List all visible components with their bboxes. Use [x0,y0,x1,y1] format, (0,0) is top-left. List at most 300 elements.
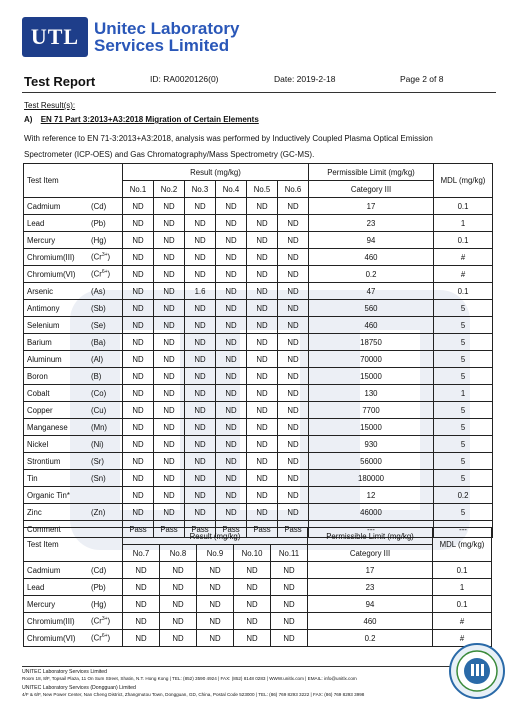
test-item-symbol: (Sn) [88,470,123,487]
table-header-category: Category III [309,181,434,198]
table-row [24,579,492,596]
table-row [24,249,493,266]
result-cell: ND [247,368,278,385]
result-cell: ND [271,579,308,596]
result-cell: ND [160,562,197,579]
result-cell: ND [216,334,247,351]
result-cell: ND [154,368,185,385]
result-cell: ND [185,266,216,283]
company-logo [22,17,88,57]
table-row [24,470,493,487]
result-cell: ND [185,215,216,232]
result-cell: ND [123,470,154,487]
result-cell: ND [185,351,216,368]
test-item-symbol: (Zn) [88,504,123,521]
mdl-cell: 5 [434,470,493,487]
permissible-limit-cell: 46000 [309,504,434,521]
result-cell: ND [154,351,185,368]
mdl-cell: 5 [434,402,493,419]
table-row [24,436,493,453]
result-cell: 1.6 [185,283,216,300]
mdl-cell: 1 [433,579,492,596]
result-cell: ND [185,198,216,215]
permissible-limit-cell: 560 [309,300,434,317]
result-cell: ND [247,249,278,266]
test-item-symbol: (Cd) [88,198,123,215]
result-cell: ND [247,385,278,402]
result-column-header: No.6 [278,181,309,198]
result-cell: ND [123,300,154,317]
result-cell: ND [278,487,309,504]
mdl-cell: 0.1 [434,232,493,249]
test-item-symbol: (Pb) [88,215,123,232]
result-cell: ND [185,436,216,453]
result-cell: ND [278,470,309,487]
table-row [24,613,492,630]
footer-divider [22,666,496,667]
result-cell: ND [123,283,154,300]
mdl-cell: --- [434,521,493,538]
logo-text: UTL [30,24,80,49]
result-cell: ND [278,436,309,453]
permissible-limit-cell: 17 [309,198,434,215]
permissible-limit-cell: 15000 [309,368,434,385]
result-cell: ND [278,504,309,521]
test-item-name: Chromium(III) [24,249,89,266]
permissible-limit-cell: 460 [309,317,434,334]
test-item-symbol: (Se) [88,317,123,334]
permissible-limit-cell: 94 [308,596,433,613]
result-cell: ND [154,317,185,334]
test-item-name: Cadmium [24,562,89,579]
company-name-line1: Unitec Laboratory [94,19,240,38]
test-item-symbol: $(Cr^{3+})$ [88,249,123,266]
table-row [24,368,493,385]
result-cell: ND [123,334,154,351]
test-item-symbol: $(Cr^{3+})$ [88,613,123,630]
result-cell: ND [278,232,309,249]
result-cell: ND [160,613,197,630]
table-row [24,334,493,351]
table-row [24,283,493,300]
result-cell: ND [154,249,185,266]
permissible-limit-cell: 7700 [309,402,434,419]
mdl-cell: 5 [434,300,493,317]
result-cell: ND [123,351,154,368]
test-item-symbol: (B) [88,368,123,385]
result-column-header: No.1 [123,181,154,198]
table-header-item: Test Item [24,528,123,562]
permissible-limit-cell: 0.2 [308,630,433,647]
result-cell: ND [154,504,185,521]
result-cell: ND [123,266,154,283]
result-cell: ND [197,596,234,613]
footer-company-dg: UNITEC Laboratory Services (Dongguan) Limited [22,685,136,691]
test-item-symbol: (Sr) [88,453,123,470]
table-row [24,266,493,283]
test-item-symbol: $(Cr^{6+})$ [88,630,123,647]
result-cell: ND [278,249,309,266]
result-cell: Pass [154,521,185,538]
result-cell: ND [247,300,278,317]
result-cell: ND [216,215,247,232]
mdl-cell: 1 [434,385,493,402]
result-cell: ND [247,402,278,419]
result-cell: ND [123,385,154,402]
result-cell: ND [216,300,247,317]
permissible-limit-cell: 47 [309,283,434,300]
result-cell: ND [185,419,216,436]
test-item-symbol: (Al) [88,351,123,368]
result-cell: ND [247,215,278,232]
result-cell: ND [234,613,271,630]
section-letter: A) [24,115,33,124]
mdl-cell: 5 [434,436,493,453]
test-item-name: Comment [24,521,89,538]
test-item-symbol [88,487,123,504]
result-cell: ND [185,300,216,317]
permissible-limit-cell: 180000 [309,470,434,487]
result-cell: ND [247,317,278,334]
results-table-1 [23,163,493,538]
result-cell: ND [185,317,216,334]
result-cell: ND [123,453,154,470]
result-cell: ND [185,334,216,351]
result-cell: ND [185,453,216,470]
permissible-limit-cell: 460 [309,249,434,266]
result-cell: ND [247,283,278,300]
permissible-limit-cell: 130 [309,385,434,402]
result-cell: ND [278,334,309,351]
result-cell: ND [154,283,185,300]
result-cell: ND [234,579,271,596]
table-header-result: Result (mg/kg) [123,164,309,181]
result-cell: ND [247,334,278,351]
mdl-cell: # [434,266,493,283]
result-cell: ND [154,436,185,453]
test-item-name: Organic Tin* [24,487,89,504]
result-cell: ND [216,419,247,436]
result-cell: ND [123,630,160,647]
method-para-line1: With reference to EN 71-3:2013+A3:2018, analysis was performed by Inductively Coupled Plasma Optical Emission [24,134,433,143]
result-cell: ND [278,300,309,317]
result-cell: ND [278,317,309,334]
result-cell: ND [271,630,308,647]
result-column-header: No.8 [160,545,197,562]
result-cell: ND [185,249,216,266]
result-cell: ND [247,351,278,368]
table-row [24,487,493,504]
table-header-perm: Permissible Limit (mg/kg) [308,528,433,545]
result-cell: ND [197,579,234,596]
permissible-limit-cell: --- [309,521,434,538]
permissible-limit-cell: 12 [309,487,434,504]
table-header-mdl: MDL (mg/kg) [433,528,492,562]
result-cell: ND [123,487,154,504]
result-cell: ND [247,436,278,453]
result-cell: ND [123,613,160,630]
test-item-name: Arsenic [24,283,89,300]
mdl-cell: 5 [434,504,493,521]
result-cell: ND [216,232,247,249]
result-cell: ND [197,613,234,630]
table-row [24,215,493,232]
result-cell: ND [123,249,154,266]
result-cell: ND [160,596,197,613]
test-item-name: Chromium(VI) [24,630,89,647]
result-cell: ND [123,419,154,436]
table-row [24,562,492,579]
test-item-symbol: (Pb) [88,579,123,596]
result-cell: ND [123,198,154,215]
table-row [24,504,493,521]
result-cell: ND [278,283,309,300]
table-row [24,317,493,334]
result-cell: ND [247,419,278,436]
result-cell: ND [154,300,185,317]
result-cell: ND [247,504,278,521]
table-row [24,351,493,368]
report-id: ID: RA0020126(0) [150,74,219,84]
result-cell: ND [216,266,247,283]
permissible-limit-cell: 930 [309,436,434,453]
result-cell: ND [123,232,154,249]
permissible-limit-cell: 460 [308,613,433,630]
mdl-cell: 5 [434,453,493,470]
result-cell: ND [154,334,185,351]
permissible-limit-cell: 15000 [309,419,434,436]
table-row [24,232,493,249]
table-row [24,300,493,317]
permissible-limit-cell: 17 [308,562,433,579]
table-row [24,419,493,436]
test-item-name: Copper [24,402,89,419]
result-cell: ND [234,596,271,613]
table-header-mdl: MDL (mg/kg) [434,164,493,198]
result-cell: Pass [216,521,247,538]
result-cell: ND [185,402,216,419]
result-cell: ND [234,562,271,579]
result-cell: ND [160,630,197,647]
table-header-category: Category III [308,545,433,562]
result-cell: ND [154,470,185,487]
result-cell: ND [154,419,185,436]
test-item-name: Mercury [24,232,89,249]
test-item-name: Cadmium [24,198,89,215]
method-para-line2: Spectrometer (ICP-OES) and Gas Chromatography/Mass Spectrometry (GC-MS). [24,150,315,159]
mdl-cell: 0.2 [434,487,493,504]
mdl-cell: 5 [434,317,493,334]
mdl-cell: 5 [434,334,493,351]
result-cell: ND [278,368,309,385]
mdl-cell: 0.1 [433,562,492,579]
result-cell: ND [278,266,309,283]
report-page: Page 2 of 8 [400,74,444,84]
result-column-header: No.3 [185,181,216,198]
result-cell: ND [247,453,278,470]
result-cell: ND [216,453,247,470]
result-cell: ND [216,504,247,521]
table-row [24,198,493,215]
table-header-result: Result (mg/kg) [123,528,308,545]
result-cell: ND [123,596,160,613]
result-cell: ND [216,487,247,504]
permissible-limit-cell: 94 [309,232,434,249]
result-cell: ND [123,562,160,579]
result-cell: Pass [185,521,216,538]
result-column-header: No.2 [154,181,185,198]
result-cell: ND [278,198,309,215]
test-item-name: Tin [24,470,89,487]
result-cell: ND [247,470,278,487]
mdl-cell: 1 [434,215,493,232]
table-header-item: Test Item [24,164,123,198]
result-cell: ND [185,470,216,487]
result-cell: ND [216,470,247,487]
result-cell: ND [271,562,308,579]
result-cell: ND [185,504,216,521]
result-cell: ND [185,368,216,385]
result-cell: Pass [278,521,309,538]
result-cell: ND [123,317,154,334]
permissible-limit-cell: 70000 [309,351,434,368]
table-header-perm: Permissible Limit (mg/kg) [309,164,434,181]
result-cell: ND [216,317,247,334]
test-item-name: Manganese [24,419,89,436]
permissible-limit-cell: 23 [308,579,433,596]
mdl-cell: 5 [434,368,493,385]
mdl-cell: 5 [434,351,493,368]
result-column-header: No.9 [197,545,234,562]
permissible-limit-cell: 0.2 [309,266,434,283]
result-cell: ND [278,402,309,419]
mdl-cell: # [434,249,493,266]
result-cell: ND [154,266,185,283]
test-item-name: Barium [24,334,89,351]
letterhead [22,16,239,58]
report-date: Date: 2019-2-18 [274,74,336,84]
report-title-row [24,74,494,89]
result-cell: ND [234,630,271,647]
test-item-symbol: (Cd) [88,562,123,579]
result-cell: ND [185,232,216,249]
result-cell: ND [123,402,154,419]
test-item-symbol: (As) [88,283,123,300]
mdl-cell: 0.1 [434,283,493,300]
result-cell: ND [216,436,247,453]
result-cell: ND [123,579,160,596]
result-cell: ND [123,504,154,521]
result-column-header: No.10 [234,545,271,562]
result-cell: ND [154,453,185,470]
test-item-name: Lead [24,215,89,232]
result-cell: ND [185,487,216,504]
result-cell: ND [278,419,309,436]
permissible-limit-cell: 23 [309,215,434,232]
test-item-name: Boron [24,368,89,385]
result-cell: ND [216,249,247,266]
test-item-name: Cobalt [24,385,89,402]
result-cell: ND [197,630,234,647]
result-cell: ND [216,351,247,368]
mdl-cell: 5 [434,419,493,436]
test-item-symbol: (Mn) [88,419,123,436]
mdl-cell: # [433,613,492,630]
result-column-header: No.7 [123,545,160,562]
result-cell: ND [278,215,309,232]
permissible-limit-cell: 18750 [309,334,434,351]
result-cell: ND [247,198,278,215]
result-cell: ND [154,198,185,215]
test-item-name: Aluminum [24,351,89,368]
result-cell: Pass [247,521,278,538]
test-item-name: Chromium(III) [24,613,89,630]
accreditation-seal [448,642,506,700]
footer-address-hk: Room 18, 8/F, Topsail Plaza, 11 On Sum Street, Shatin, N.T. Hong Kong | TEL: (852) 3590 4924 | FAX: (852) 8148 0283 | WWW.unitlx.com | EMAIL: info@unitlx.com [22,676,357,681]
result-cell: ND [271,596,308,613]
test-item-symbol: (Hg) [88,232,123,249]
result-cell: ND [216,198,247,215]
mdl-cell: # [433,630,492,647]
result-cell: ND [123,215,154,232]
result-cell: Pass [123,521,154,538]
footer-address-dg: 4/F & 6/F, New Power Center, Nan Cheng District, Zhangmutou Town, Dongguan, GD, China, Postal Code 523000 | TEL: (86) 769 8293 3222 | FAX: (86) 769 8293 3998 [22,692,365,697]
result-cell: ND [278,351,309,368]
result-cell: ND [123,368,154,385]
report-title: Test Report [24,74,96,89]
test-item-symbol: (Hg) [88,596,123,613]
result-cell: ND [123,436,154,453]
title-divider [22,92,496,93]
table-row [24,630,492,647]
result-cell: ND [247,266,278,283]
result-cell: ND [154,402,185,419]
result-cell: ND [216,402,247,419]
results-table-2 [23,527,492,647]
result-cell: ND [185,385,216,402]
test-item-name: Antimony [24,300,89,317]
result-cell: ND [154,385,185,402]
company-name-line2: Services Limited [94,36,230,55]
result-cell: ND [271,613,308,630]
result-column-header: No.5 [247,181,278,198]
result-column-header: No.11 [271,545,308,562]
result-cell: ND [216,368,247,385]
test-item-name: Zinc [24,504,89,521]
result-cell: ND [197,562,234,579]
result-cell: ND [278,385,309,402]
result-cell: ND [154,215,185,232]
section-heading: Test Result(s): [24,101,76,110]
result-column-header: No.4 [216,181,247,198]
result-cell: ND [154,487,185,504]
company-name [94,20,239,54]
footer-company-hk: UNITEC Laboratory Services Limited [22,669,108,675]
permissible-limit-cell: 56000 [309,453,434,470]
section-subtitle-row [24,115,259,124]
test-item-symbol: (Co) [88,385,123,402]
result-cell: ND [154,232,185,249]
test-item-symbol: (Ni) [88,436,123,453]
mdl-cell: 0.1 [434,198,493,215]
test-item-name: Chromium(VI) [24,266,89,283]
test-item-name: Nickel [24,436,89,453]
table-row [24,453,493,470]
test-item-symbol: $(Cr^{6+})$ [88,266,123,283]
test-item-symbol: (Sb) [88,300,123,317]
table-row [24,385,493,402]
result-cell: ND [216,385,247,402]
